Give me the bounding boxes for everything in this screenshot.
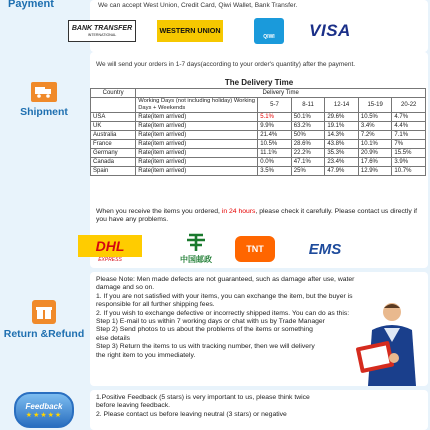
return-line: Please Note: Men made defects are not guaranteed, such as damage after use, water damage and so on. xyxy=(96,276,355,292)
rate-value-cell: 10.7% xyxy=(392,166,426,175)
carrier-logos xyxy=(90,230,430,268)
rate-value-cell: 10.5% xyxy=(358,112,392,121)
country-cell: UK xyxy=(91,121,136,130)
rate-value-cell: 3.9% xyxy=(392,157,426,166)
ems-logo-text: EMS xyxy=(308,240,342,258)
return-line: 1. If you are not satisfied with your items, you can exchange the item, but the buyer is responsible for all further shipping fees. xyxy=(96,292,353,309)
dhl-logo-text: DHL xyxy=(95,238,125,254)
payment-text: We can accept West Union, Credit Card, Qiwi Wallet, Bank Transfer. xyxy=(98,2,298,9)
china-post-logo-text: 中国邮政 xyxy=(180,255,212,264)
country-cell: Spain xyxy=(91,166,136,175)
shipment-note-after: , please check it carefully. Please contact us directly if you have any problems. xyxy=(96,208,418,224)
return-tab xyxy=(0,294,88,346)
rate-label-cell: Rate(item arrived) xyxy=(136,148,258,157)
rate-value-cell: 14.3% xyxy=(325,130,359,139)
country-cell: USA xyxy=(91,112,136,121)
rate-value-cell: 25% xyxy=(291,166,325,175)
payment-title: Payment xyxy=(8,0,54,10)
table-header-delivery: Delivery Time xyxy=(136,89,426,98)
qiwi-logo-text: QIWI xyxy=(263,34,275,40)
rate-value-cell: 35.3% xyxy=(325,148,359,157)
return-line: 2. If you wish to exchange defective or incorrectly shipped items. You can do as this: xyxy=(96,309,350,317)
rate-value-cell: 63.2% xyxy=(291,121,325,130)
feedback-line: 2. Please contact us before leaving neutral (3 stars) or negative xyxy=(96,410,287,418)
rate-value-cell: 4.4% xyxy=(392,121,426,130)
rate-value-cell: 10.1% xyxy=(358,139,392,148)
rate-value-cell: 5.1% xyxy=(258,112,292,121)
rate-value-cell: 43.8% xyxy=(325,139,359,148)
qiwi-logo xyxy=(254,18,284,44)
shipment-title: Shipment xyxy=(20,106,68,118)
rate-label-cell: Rate(item arrived) xyxy=(136,130,258,139)
western-union-logo xyxy=(157,20,223,42)
working-days-note: Working Days (not including holiday) Working Days + Weekends xyxy=(136,98,258,113)
table-row xyxy=(91,112,426,121)
ems-logo xyxy=(295,230,355,268)
country-cell: France xyxy=(91,139,136,148)
return-content xyxy=(90,272,428,386)
rate-value-cell: 20.9% xyxy=(358,148,392,157)
rate-value-cell: 0.0% xyxy=(258,157,292,166)
range-header: 15-19 xyxy=(358,98,392,113)
payment-section xyxy=(0,0,430,52)
table-row xyxy=(91,157,426,166)
rate-value-cell: 21.4% xyxy=(258,130,292,139)
rate-value-cell: 7% xyxy=(392,139,426,148)
return-refund-section xyxy=(0,272,430,386)
range-header: 12-14 xyxy=(325,98,359,113)
feedback-badge-text: Feedback xyxy=(25,401,63,411)
shipment-section xyxy=(0,52,430,268)
rate-value-cell: 28.6% xyxy=(291,139,325,148)
rate-value-cell: 50% xyxy=(291,130,325,139)
bank-transfer-logo-text: BANK TRANSFER xyxy=(71,25,133,32)
rate-value-cell: 47.9% xyxy=(325,166,359,175)
payment-tab xyxy=(0,0,88,20)
range-header: 8-11 xyxy=(291,98,325,113)
rate-value-cell: 3.4% xyxy=(358,121,392,130)
return-line: Step 2) Send photos to us about the problems of the items or something xyxy=(96,326,313,334)
rate-value-cell: 12.9% xyxy=(358,166,392,175)
return-title: Return &Refund xyxy=(3,328,85,340)
feedback-line: 1.Positive Feedback (5 stars) is very important to us, please think twice xyxy=(96,394,310,401)
rate-value-cell: 7.2% xyxy=(358,130,392,139)
tnt-logo xyxy=(232,230,278,268)
rate-value-cell: 17.6% xyxy=(358,157,392,166)
shipment-note xyxy=(96,208,426,225)
rate-value-cell: 29.6% xyxy=(325,112,359,121)
china-post-logo xyxy=(168,230,224,268)
delivery-rows xyxy=(91,112,426,175)
rate-label-cell: Rate(item arrived) xyxy=(136,157,258,166)
rate-label-cell: Rate(item arrived) xyxy=(136,121,258,130)
rate-value-cell: 22.2% xyxy=(291,148,325,157)
country-cell: Canada xyxy=(91,157,136,166)
shipment-tab xyxy=(0,70,88,130)
rate-value-cell: 3.5% xyxy=(258,166,292,175)
feedback-line: before leaving feedback. xyxy=(96,402,171,410)
feedback-content xyxy=(90,390,428,430)
china-post-icon xyxy=(185,233,207,253)
bank-transfer-logo xyxy=(68,20,136,42)
payment-logos xyxy=(0,20,430,48)
range-header: 5-7 xyxy=(258,98,292,113)
return-line: else details xyxy=(96,334,131,342)
feedback-section xyxy=(0,390,430,430)
rate-value-cell: 19.1% xyxy=(325,121,359,130)
rate-value-cell: 10.5% xyxy=(258,139,292,148)
shipment-content xyxy=(90,52,428,268)
shipment-intro: We will send your orders in 1-7 days(according to your order's quantity) after the payment. xyxy=(96,61,356,68)
western-union-logo-text: WESTERN UNION xyxy=(159,26,221,35)
rate-value-cell: 15.5% xyxy=(392,148,426,157)
table-row xyxy=(91,139,426,148)
delivery-worker-image xyxy=(354,298,424,386)
table-row xyxy=(91,121,426,130)
table-header-row xyxy=(91,89,426,98)
rate-value-cell: 47.1% xyxy=(291,157,325,166)
rate-value-cell: 4.7% xyxy=(392,112,426,121)
return-policy-text xyxy=(96,276,366,360)
range-header: 20-22 xyxy=(392,98,426,113)
bank-transfer-logo-sub: INTERNATIONAL xyxy=(87,33,117,37)
rate-value-cell: 9.9% xyxy=(258,121,292,130)
visa-logo xyxy=(300,20,360,42)
table-subheader-row xyxy=(91,98,426,113)
visa-logo-text: VISA xyxy=(309,21,351,40)
gift-box-icon xyxy=(32,300,56,324)
return-line: Step 3) Return the items to us with tracking number, then we will delivery xyxy=(96,343,315,351)
delivery-table-title: The Delivery Time xyxy=(224,78,294,87)
rate-label-cell: Rate(item arrived) xyxy=(136,112,258,121)
rate-label-cell: Rate(item arrived) xyxy=(136,139,258,148)
dhl-logo xyxy=(74,230,146,268)
rate-value-cell: 23.4% xyxy=(325,157,359,166)
delivery-time-table xyxy=(90,88,426,176)
star-rating-icon: ★★★★★ xyxy=(25,411,63,419)
table-header-country: Country xyxy=(91,89,136,98)
rate-value-cell: 11.1% xyxy=(258,148,292,157)
country-cell: Germany xyxy=(91,148,136,157)
feedback-text xyxy=(96,394,346,419)
tnt-logo-text: TNT xyxy=(246,244,264,254)
truck-icon xyxy=(31,82,57,102)
rate-value-cell: 50.1% xyxy=(291,112,325,121)
table-row xyxy=(91,130,426,139)
shipment-note-highlight: in 24 hours xyxy=(221,208,256,215)
country-cell: Australia xyxy=(91,130,136,139)
shipment-note-before: When you receive the items you ordered, xyxy=(96,208,220,215)
feedback-badge xyxy=(14,392,74,428)
dhl-logo-sub: EXPRESS xyxy=(98,257,122,263)
return-line: Step 1) E-mail to us within 7 working days or chat with us by Trade Manager xyxy=(96,318,325,326)
rate-label-cell: Rate(item arrived) xyxy=(136,166,258,175)
table-row xyxy=(91,148,426,157)
rate-value-cell: 7.1% xyxy=(392,130,426,139)
table-row xyxy=(91,166,426,175)
return-line: the right item to you immediately. xyxy=(96,351,196,359)
